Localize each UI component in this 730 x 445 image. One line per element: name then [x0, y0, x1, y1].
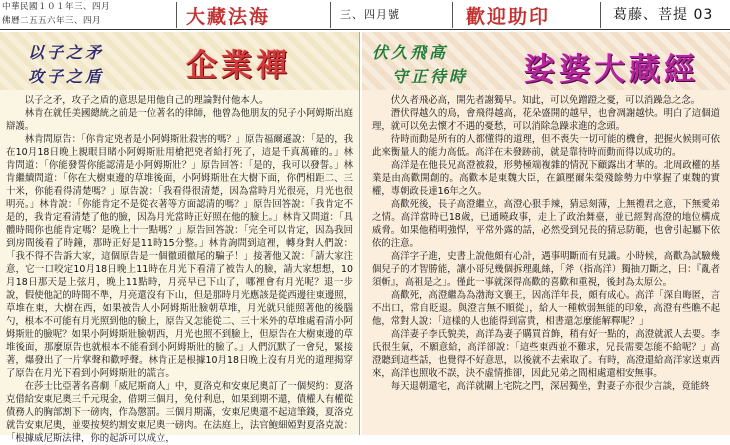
header-divider	[452, 2, 453, 28]
right-section-title: 歡迎助印	[466, 6, 551, 28]
left-article	[0, 32, 360, 444]
date-roc: 中華民國１０１年三、四月	[2, 2, 111, 12]
issue-label: 三、四月號	[340, 8, 400, 21]
paragraph: 在莎士比亞著名喜劇「威尼斯商人」中，夏洛克和安東尼奧訂了一個契約：夏洛克借給安東尼奧三千元現金，借期三個月，免付利息，如果到期不還，債權人有權從債務人的胸部割下一磅肉，作為懲罰。三個月期滿，安東尼奧還不起這筆錢，夏洛克就告安東尼奧，並要按契約割安東尼奧一磅肉。在法庭上，法官鮑細婭對夏洛克說：「根據威尼斯法律，你的起訴可以成立，	[6, 381, 353, 444]
couplet-line-2: 攻子之盾	[28, 67, 105, 86]
couplet-line-1: 以子之矛	[28, 43, 105, 62]
right-article	[362, 32, 730, 435]
page-label: 葛藤、菩提 03	[613, 7, 714, 23]
slogan-line-1: 伏久飛高	[372, 43, 449, 62]
date-buddhist: 佛曆二五五六年三、四月	[2, 16, 102, 26]
slogan-line-2: 守正待時	[392, 67, 469, 86]
header-dates	[2, 0, 172, 30]
paragraph: 林肯問原告：「你肯定兇者是小阿姆斯壯殺害的嗎？」原告福爾遜說：「是的，我在10月18日晚上親眼目睹小阿姆斯壯用槍把兇者給打死了，這是千真萬確的。」林肯問道：「你能發誓你能認清是小阿姆斯壯？」原告回答：「是的，我可以發誓。」林肯繼續問道：「你在大樹東邊的草堆後面，小阿姆斯壯在大樹下面，你們相距二、三十米，你能看得清楚嗎？」原告說：「我看得很清楚，因為當時月光很亮，月光也很明亮。」林肯說：「你能肯定不是從衣著等方面認清的嗎？」原告回答說：「我肯定不是的，我肯定看清楚了他的臉，因為月光當時正好照在他的臉上。」林肯又問道：「具體時間你也能肯定嗎？是晚上十一點嗎？」原告回答說：「完全可以肯定，因為我回到房間後看了時鐘，那時正好是11時15分整。」林肯詢問到這裡，轉身對人們說：「我不得不告訴大家，這個原告是一個徹頭徹尾的騙子！」接著他又說：「請大家注意，它一口咬定10月18日晚上11時在月光下看清了被告人的臉，請大家想想，10月18日那天是上弦月，晚上11點時，月亮早已下山了，哪裡會有月光呢？退一步說，假使他記的時間不準，月亮還沒有下山，但是那時月光應該是從西邊往東邊照，草堆在東，大樹在西，如果被告人小阿姆斯壯臉朝草堆，月光就只能照著他的後腦勺，根本不可能有月光照到他的臉上，原告又怎能從二、三十米外的草堆處看清小阿姆斯壯的臉呢？如果小阿姆斯壯臉朝西，月光也照不到臉上，但原告在大樹東邊的草堆後面，那麼原告也就根本不能看到小阿姆斯壯的臉了。」人們沉默了一會兒，緊接著，爆發出了一片掌聲和歡呼聲。林肯正是根據10月18日晚上沒有月光的道理揭穿了原告在月光下看到小阿姆斯壯的謊言。	[6, 134, 353, 379]
paragraph: 潛伏得越久的鳥，會飛得越高，花朵盛開的越早，也會凋謝越快。明白了這個道理，就可以免去懷才不遇的憂愁，可以消除急躁求進的念頭。	[372, 108, 720, 132]
right-article-body	[372, 94, 720, 433]
left-article-body	[6, 94, 353, 444]
paragraph: 高洋字子進，史書上說他頗有心計，遇事明斷而有見識。小時候，高歡為試驗幾個兒子的才智勝能，讓小哥兒幾個拆理亂絲，「斧（指高洋）獨抽刀斷之，曰：『亂者須斬』，高祖是之」。僅此一事就深得高歡的喜歡和重視，後封為太原公。	[372, 251, 720, 288]
paragraph: 每天退朝還宅，高洋就關上宅院之門，深居獨坐，對妻子亦很少言談，竟能終	[390, 381, 710, 392]
paragraph: 待時而動是所有的人都懂得的道理，但不喪失一切可能的機會，把握火候則可依此來衡量人的能力高低。高洋在未發跡前，就是靠待時而動而得以成功的。	[372, 134, 720, 158]
header-rule	[0, 29, 730, 30]
right-article-title: 娑婆大藏經	[524, 52, 699, 88]
paragraph: 伏久者飛必高，開先者謝獨早。知此，可以免蹭蹬之憂，可以消躁急之念。	[390, 95, 701, 106]
paragraph: 林肯在就任美國總統之前是一位著名的律師，他曾為他朋友的兒子小阿姆斯出庭辯護。	[6, 108, 353, 132]
left-section-title: 大藏法海	[186, 6, 271, 28]
header-divider	[600, 2, 601, 28]
paragraph: 高歡死，高澄繼為為渤海文襄王，因高洋年長，頗有成心。高洋「深自晦匿，言不出口，常自貶退。與澄言無不順從」，給人一種軟弱無能的印象，高澄有些瞧不起他，常對人說：「這樣的人也能得到富貴，相書還怎麼能解釋呢？」	[372, 290, 720, 327]
paragraph: 高洋妻子李氏貌美，高洋為妻子購買首飾，稍有好一點的，高澄就派人去要。李氏很生氣，不願意給，高洋卻說：「這些東西並不難求，兄長需要怎能不給呢？」高澄聽到這些話，也覺得不好意思，以後就不去索取了。有時，高澄還給高洋家送東西來，高洋也照收不誤，決不虛情推卻，因此兄弟之間相處還相安無事。	[372, 329, 720, 379]
paragraph: 高歡死後，長子高澄繼立，高澄心狠手辣，猜忌刻薄，上無禮君之意，下無愛弟之情。高洋當時已18歲，已通曉政事，走上了政治舞臺，並已經對高澄的地位構成威脅。如果他稍明強悍，平常外露的話，必然受到兄長的猜忌防範，也會引起屬下依依的注意。	[372, 199, 720, 249]
header-divider	[176, 2, 177, 28]
paragraph: 高洋是在他長兄高澄被殺，形勢極端複雜的情況下顧露出才華的。北周政權的基業是由高歡開創的。高歡本是東魏大臣，在鎮壓爾朱榮殘餘勢力中掌握了東魏的實權，專朝政長達16年之久。	[372, 160, 720, 197]
paragraph: 以子之矛，攻子之盾的意思是用他自己的理論對付他本人。	[24, 95, 269, 106]
header-divider	[330, 2, 331, 28]
left-article-title: 企業禪	[186, 48, 291, 84]
page-header	[0, 0, 730, 30]
